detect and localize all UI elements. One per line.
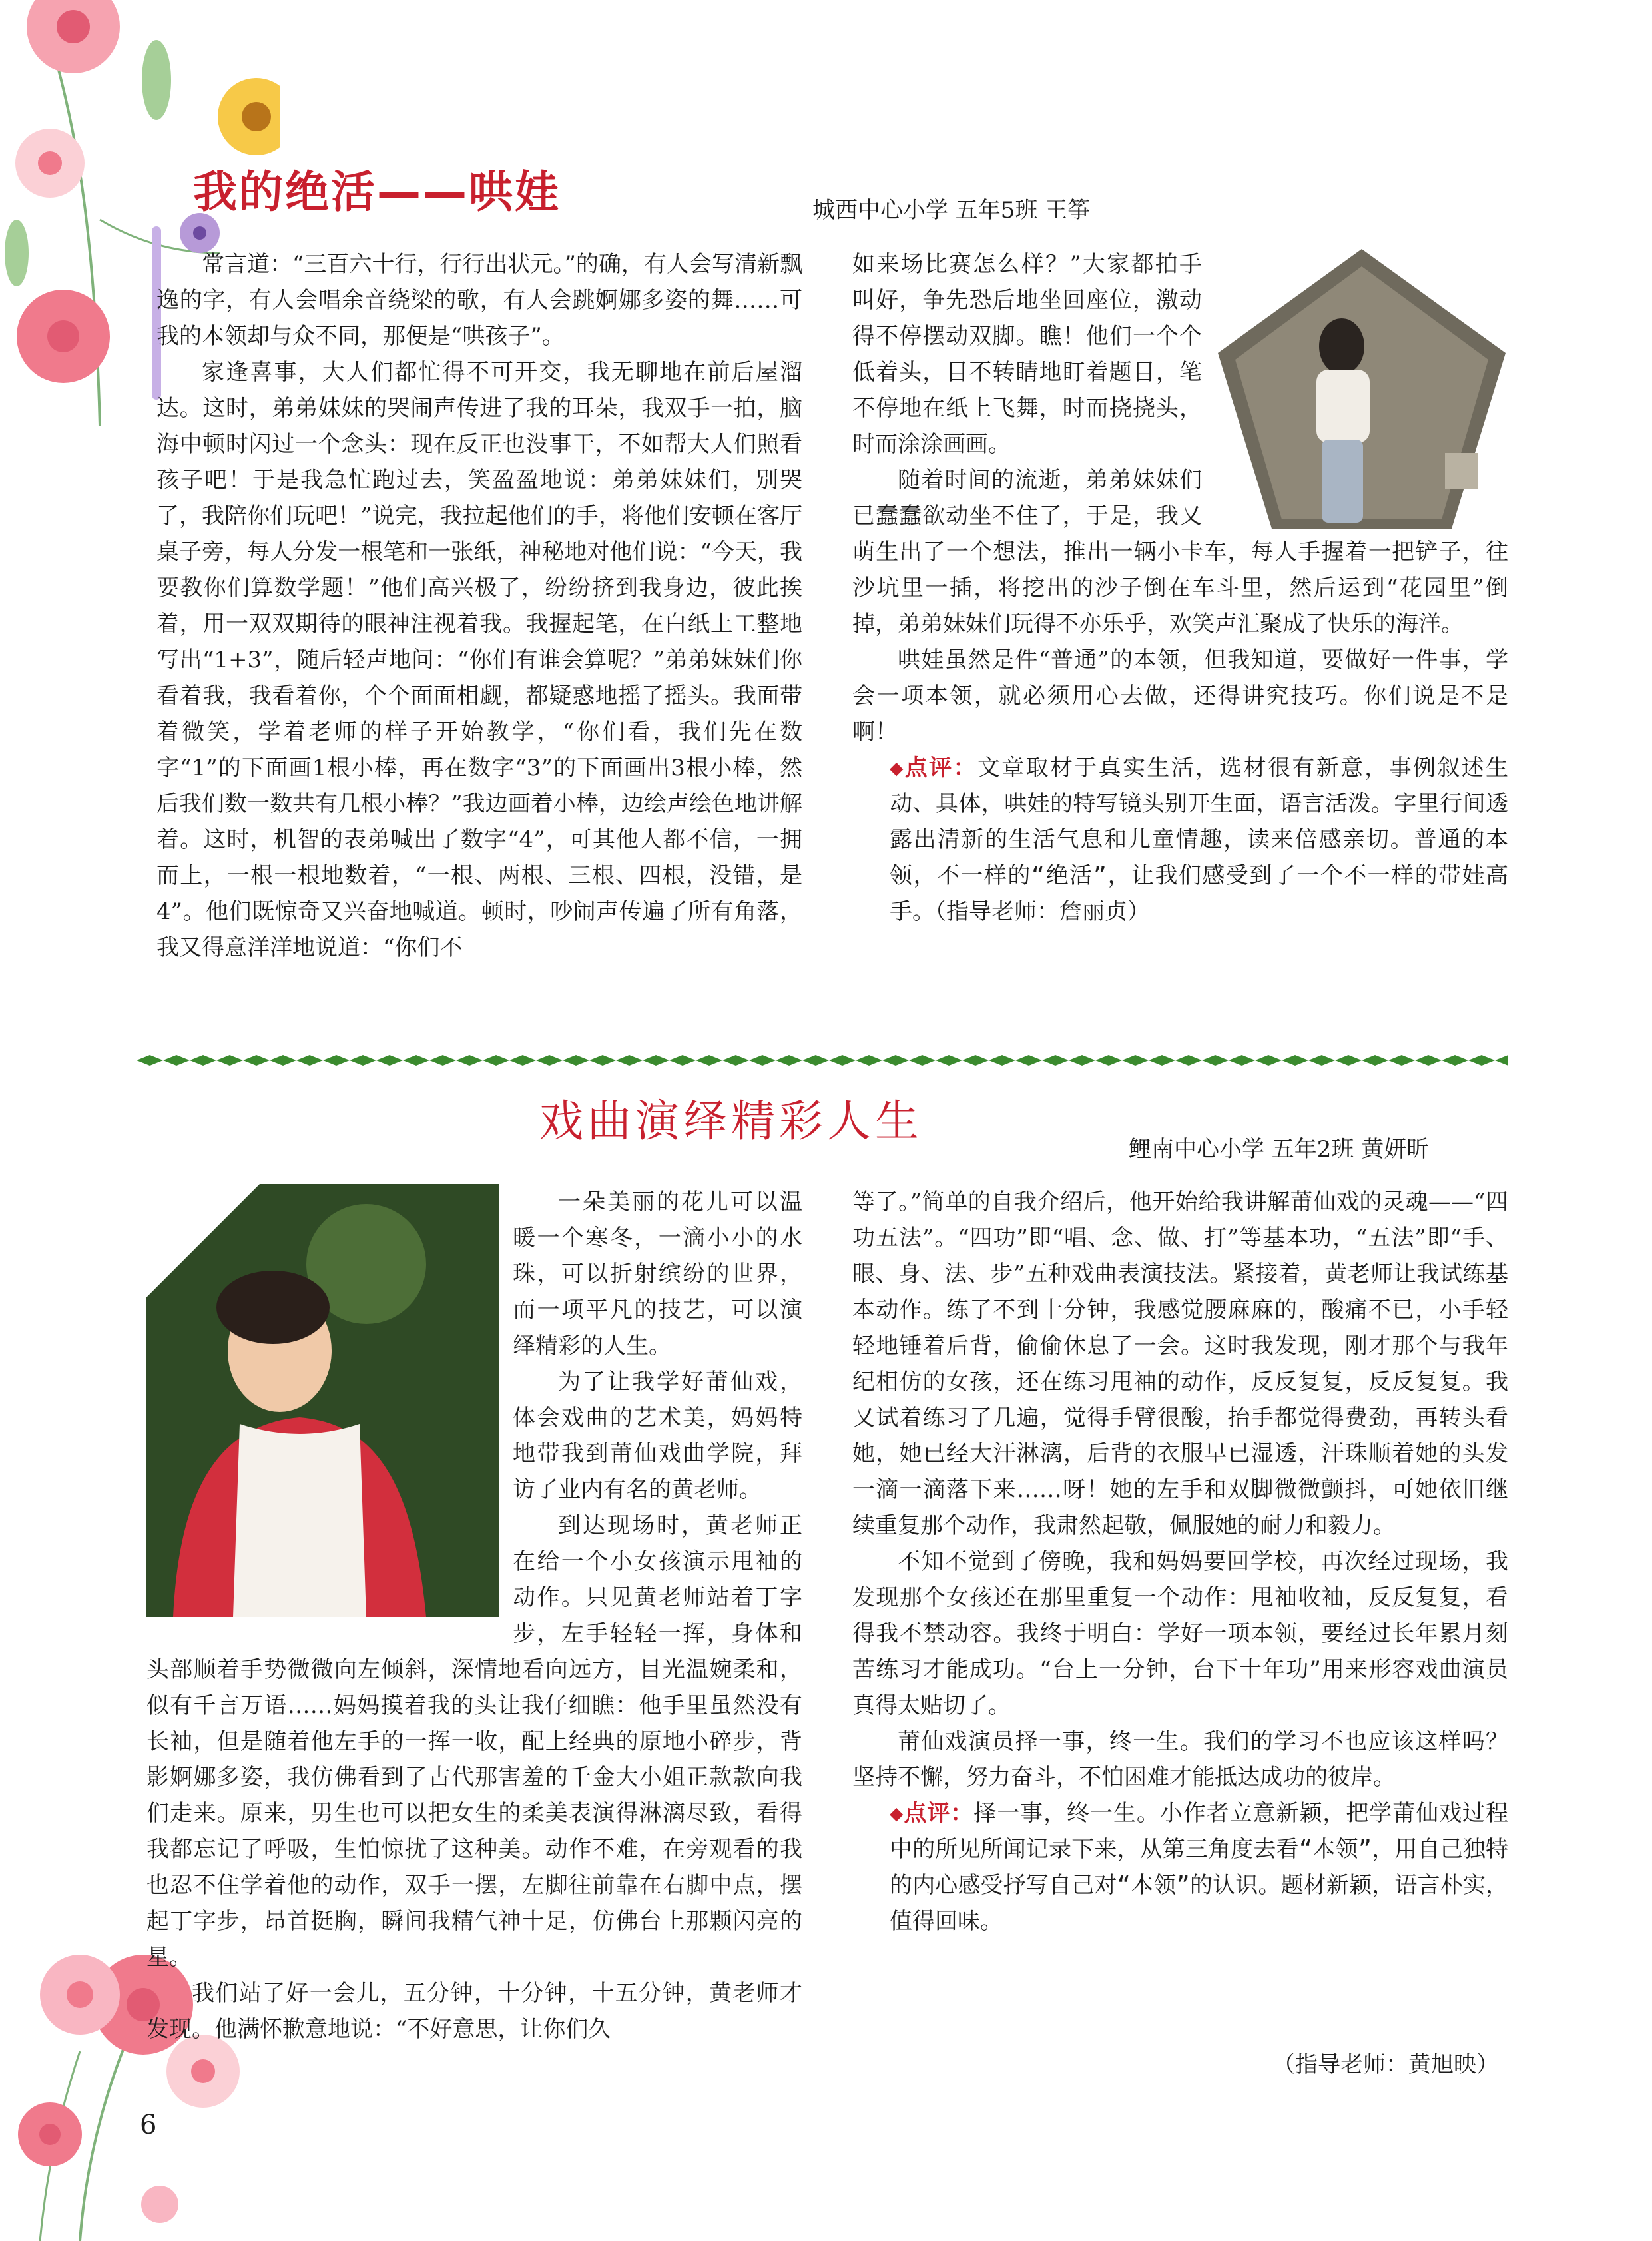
paragraph: 不知不觉到了傍晚，我和妈妈要回学校，再次经过现场，我发现那个女孩还在那里重复一个动作：甩袖收袖，反反复复，看得我不禁动容。我终于明白：学好一项本领，要经过长年累月刻苦练习才能成功。“台上一分钟，台下十年功”用来形容戏曲演员真得太贴切了。 [852,1548,1508,1719]
flower-icon [27,0,120,73]
paragraph: 莆仙戏演员择一事，终一生。我们的学习不也应该这样吗？坚持不懈，努力奋斗，不怕困难才能抵达成功的彼岸。 [852,1728,1508,1791]
flower-icon [18,2102,82,2166]
paragraph: 如来场比赛怎么样？”大家都拍手叫好，争先恐后地坐回座位，激动得不停摆动双脚。瞧！他们一个个低着头，目不转睛地盯着题目，笔不停地在纸上飞舞，时而挠挠头，时而涂涂画画。 [852,251,1202,458]
article1-comment [852,750,1508,930]
flower-bud-icon [141,2186,178,2223]
comment-text: 择一事，终一生。小作者立意新颖，把学莆仙戏过程中的所见所闻记录下来，从第三角度去看“本领”，用自己独特的内心感受抒写自己对“本领”的认识。题材新颖，语言朴实，值得回味。 [890,1800,1508,1935]
paragraph: 我们站了好一会儿，五分钟，十分钟，十五分钟，黄老师才发现。他满怀歉意地说：“不好意思，让你们久 [146,1980,802,2043]
flower-icon [15,129,85,198]
page-number: 6 [140,2110,157,2140]
flower-icon [40,1955,120,2035]
sunflower-icon [218,78,280,155]
comment-label: ◆点评： [890,1800,974,1827]
article2-tutor: （指导老师：黄旭映） [1272,2051,1499,2078]
paragraph: 随着时间的流逝，弟弟妹妹们已蠢蠢欲动坐不住了，于是，我又萌生出了一个想法，推出一辆小卡车，每人手握着一把铲子，往沙坑里一插，将挖出的沙子倒在车斗里，然后运到“花园里”倒掉，弟弟妹妹们玩得不亦乐乎，欢笑声汇聚成了快乐的海洋。 [852,467,1508,637]
comment-label: ◆点评： [890,755,977,781]
paragraph: 哄娃虽然是件“普通”的本领，但我知道，要做好一件事，学会一项本领，就必须用心去做，还得讲究技巧。你们说是不是啊！ [852,647,1508,745]
paragraph: 家逢喜事，大人们都忙得不可开交，我无聊地在前后屋溜达。这时，弟弟妹妹的哭闹声传进了我的耳朵，我双手一拍，脑海中顿时闪过一个念头：现在反正也没事干，不如帮大人们照看孩子吧！于是我急忙跑过去，笑盈盈地说：弟弟妹妹们，别哭了，我陪你们玩吧！”说完，我拉起他们的手，将他们安顿在客厅桌子旁，每人分发一根笔和一张纸，神秘地对他们说：“今天，我要教你们算数学题！”他们高兴极了，纷纷挤到我身边，彼此挨着，用一双双期待的眼神注视着我。我握起笔，在白纸上工整地写出“1+3”，随后轻声地问：“你们有谁会算呢？”弟弟妹妹们你看着我，我看着你，个个面面相觑，都疑惑地摇了摇头。我面带着微笑，学着老师的样子开始教学，“你们看，我们先在数字“1”的下面画1根小棒，再在数字“3”的下面画出3根小棒，然后我们数一数共有几根小棒？”我边画着小棒，边绘声绘色地讲解着。这时，机智的表弟喊出了数字“4”，可其他人都不信，一拥而上，一根一根地数着，“一根、两根、三根、四根，没错，是4”。他们既惊奇又兴奋地喊道。顿时，吵闹声传遍了所有角落，我又得意洋洋地说道：“你们不 [156,359,802,961]
comment-text: 文章取材于真实生活，选材很有新意，事例叙述生动、具体，哄娃的特写镜头别开生面，语言活泼。字里行间透露出清新的生活气息和儿童情趣，读来倍感亲切。普通的本领，不一样的“绝活”，让我们感受到了一个不一样的带娃高手。（指导老师：詹丽贞） [890,755,1508,925]
paragraph: 常言道：“三百六十行，行行出状元。”的确，有人会写清新飘逸的字，有人会唱余音绕梁的歌，有人会跳婀娜多姿的舞……可我的本领却与众不同，那便是“哄孩子”。 [156,251,802,350]
article1-photo [1215,246,1508,531]
leaf-divider [137,1054,1508,1067]
flower-icon [17,290,110,383]
article2-right-column [852,1184,1508,1939]
paragraph: 等了。”简单的自我介绍后，他开始给我讲解莆仙戏的灵魂——“四功五法”。“四功”即“唱、念、做、打”等基本功，“五法”即“手、眼、身、法、步”五种戏曲表演技法。紧接着，黄老师让我试练基本动作。练了不到十分钟，我感觉腰麻麻的，酸痛不已，小手轻轻地锤着后背，偷偷休息了一会。这时我发现，刚才那个与我年纪相仿的女孩，还在练习甩袖的动作，反反复复，反反复复。我又试着练习了几遍，觉得手臂很酸，抬手都觉得费劲，再转头看她，她已经大汗淋漓，后背的衣服早已湿透，汗珠顺着她的头发一滴一滴落下来……呀！她的左手和双脚微微颤抖，可她依旧继续重复那个动作，我肃然起敬，佩服她的耐力和毅力。 [852,1189,1508,1539]
article2-comment [852,1795,1508,1939]
paragraph: 为了让我学好莆仙戏，体会戏曲的艺术美，妈妈特地带我到莆仙戏曲学院，拜访了业内有名的黄老师。 [513,1369,802,1503]
article1-right-column [852,246,1508,930]
article2-photo [146,1184,499,1617]
article2-byline: 鲤南中心小学 五年2班 黄妍昕 [1129,1136,1430,1163]
article1-title: 我的绝活——哄娃 [193,166,561,218]
article1-byline: 城西中心小学 五年5班 王筝 [812,197,1091,224]
article2-left-column [146,1184,802,2047]
paragraph: 到达现场时，黄老师正在给一个小女孩演示甩袖的动作。只见黄老师站着丁字步，左手轻轻一挥，身体和头部顺着手势微微向左倾斜，深情地看向远方，目光温婉柔和，似有千言万语……妈妈摸着我的头让我仔细瞧：他手里虽然没有长袖，但是随着他左手的一挥一收，配上经典的原地小碎步，背影婀娜多姿，我仿佛看到了古代那害羞的千金大小姐正款款向我们走来。原来，男生也可以把女生的柔美表演得淋漓尽致，看得我都忘记了呼吸，生怕惊扰了这种美。动作不难，在旁观看的我也忍不住学着他的动作，双手一摆，左脚往前靠在右脚中点，摆起丁字步，昂首挺胸，瞬间我精气神十足，仿佛台上那颗闪亮的星。 [146,1512,802,1971]
article2-title: 戏曲演绎精彩人生 [539,1096,923,1147]
paragraph: 一朵美丽的花儿可以温暖一个寒冬，一滴小小的水珠，可以折射缤纷的世界，而一项平凡的技艺，可以演绎精彩的人生。 [513,1189,802,1359]
article1-left-column [156,246,802,966]
